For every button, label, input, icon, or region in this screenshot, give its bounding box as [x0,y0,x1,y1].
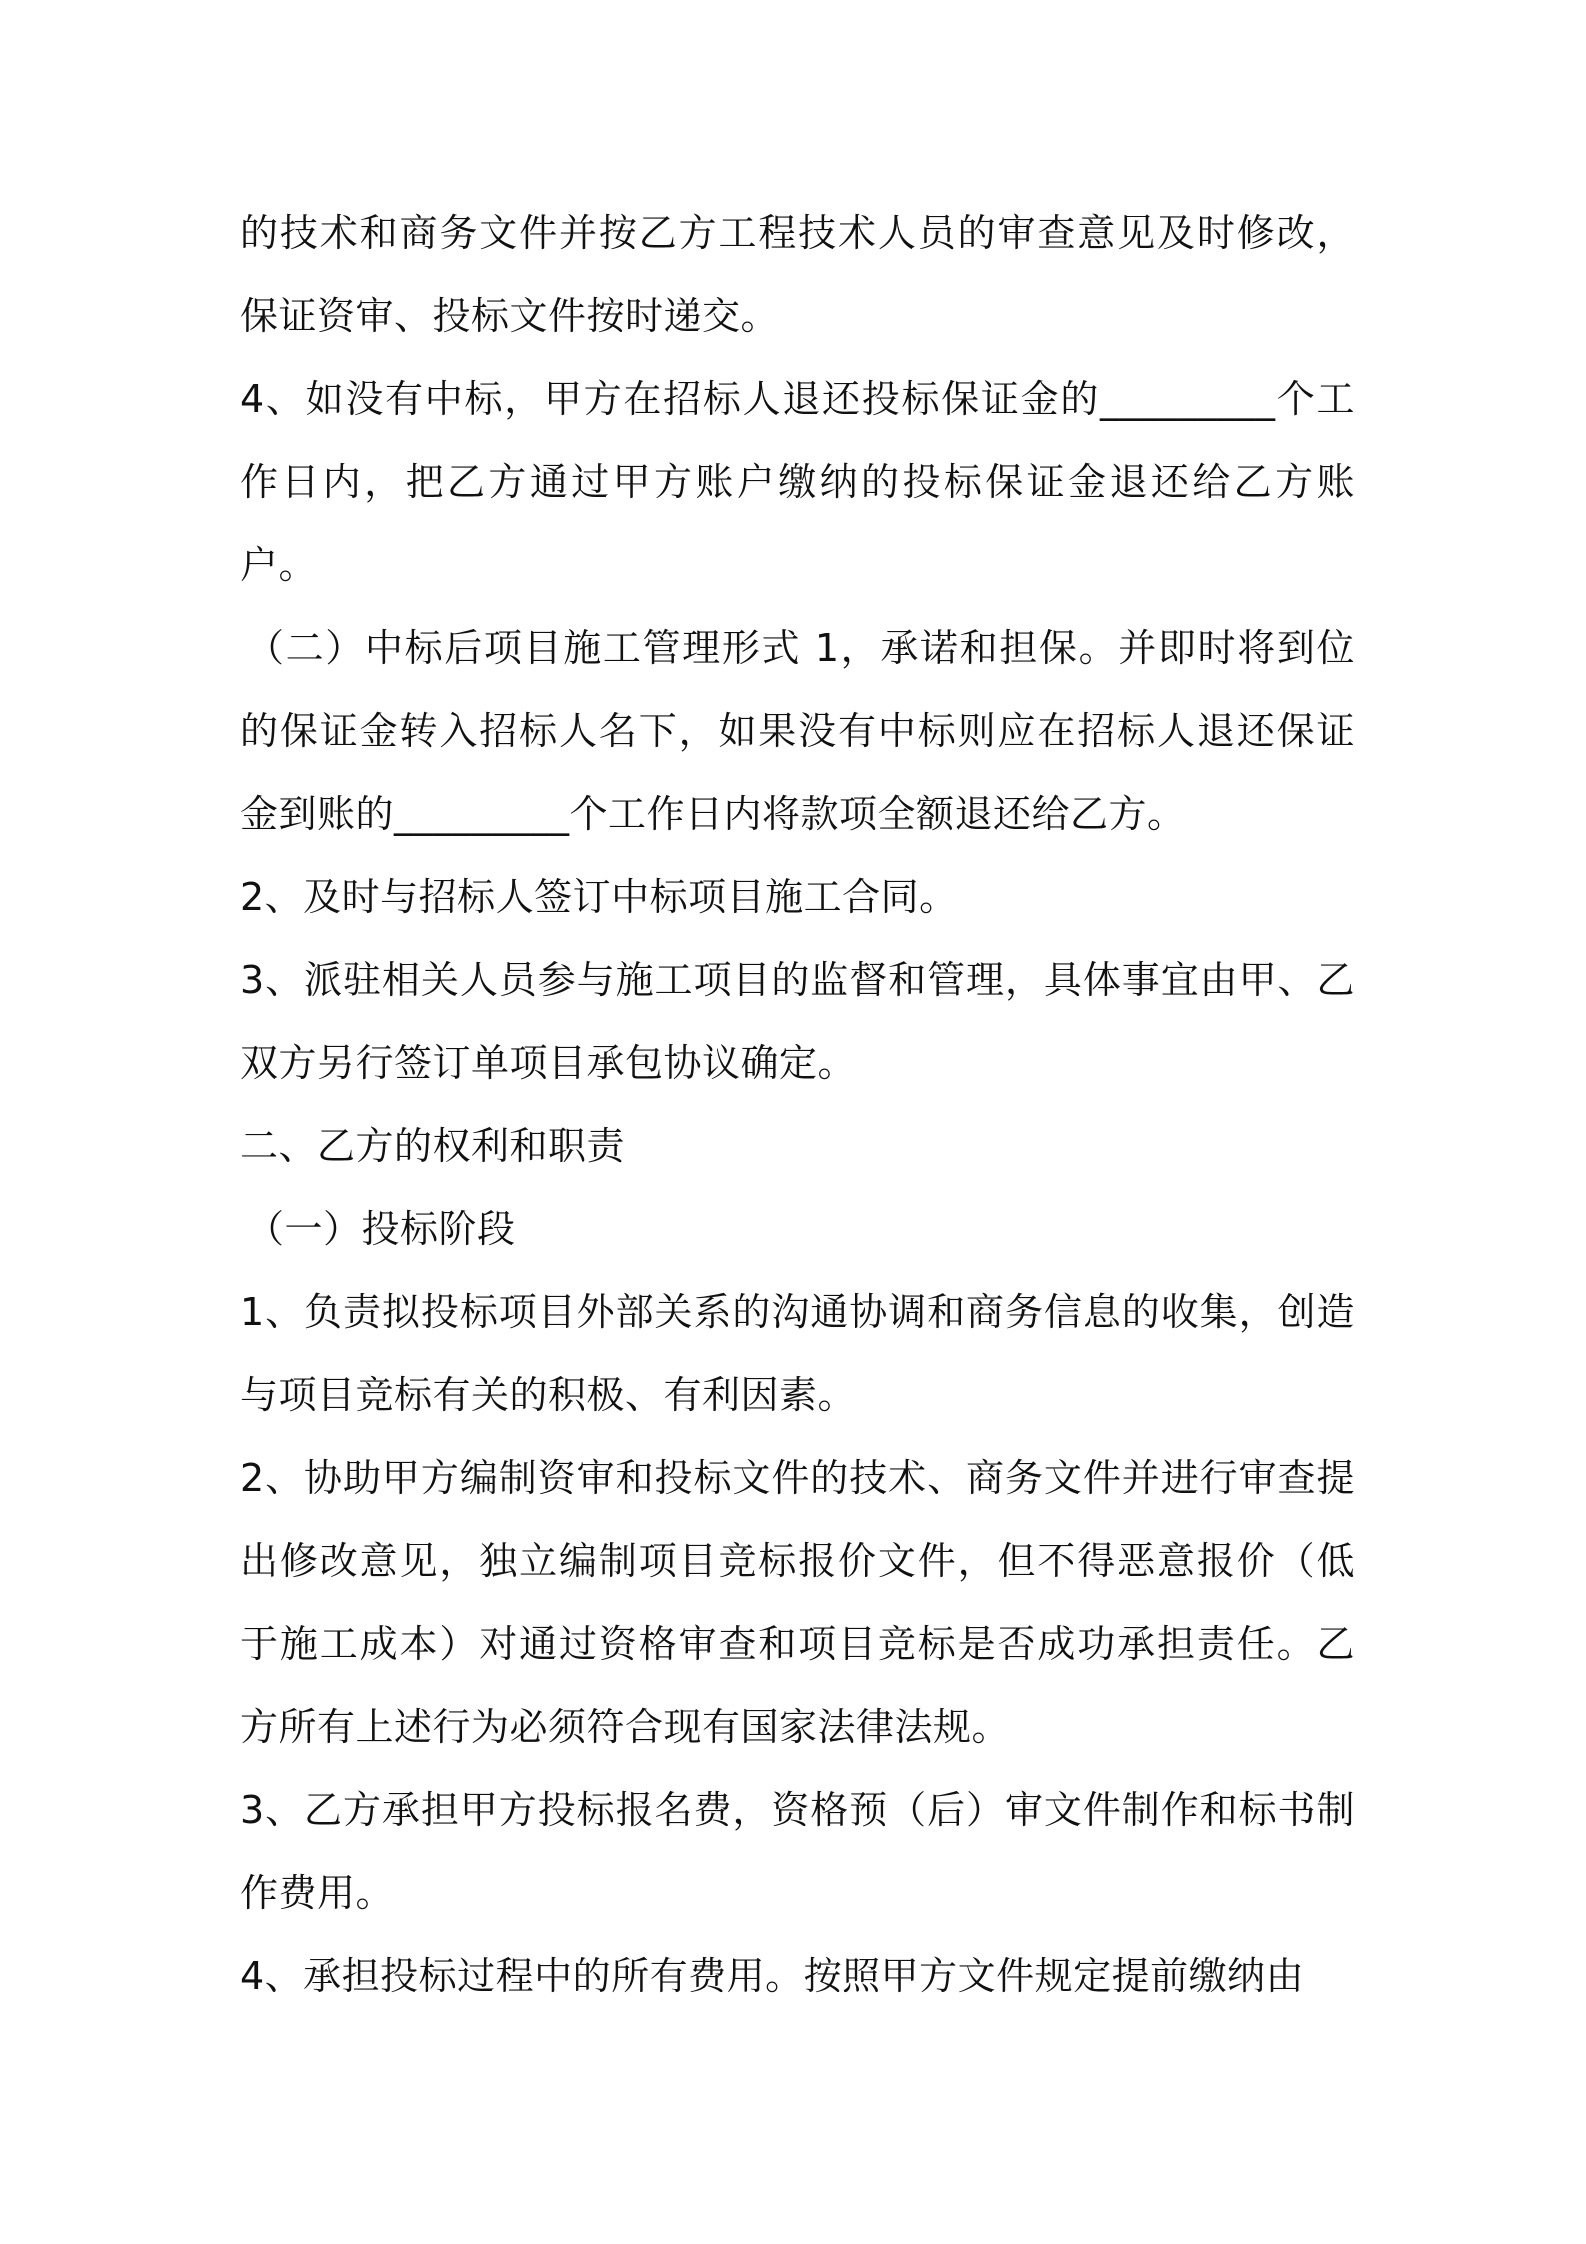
heading-bidding-stage: （一）投标阶段 [246,1207,516,1251]
paragraph-item-4-refund: 4、如没有中标，甲方在招标人退还投标保证金的_________个工作日内，把乙方通过甲方账户缴纳的投标保证金退还给乙方账户。 [240,377,1355,587]
paragraph-item-4-costs: 4、承担投标过程中的所有费用。按照甲方文件规定提前缴纳由 [240,1954,1305,1998]
heading-party-b-rights: 二、乙方的权利和职责 [240,1124,626,1168]
paragraph-section-two-management: （二）中标后项目施工管理形式 1，承诺和担保。并即时将到位的保证金转入招标人名下，如果没有中标则应在招标人退还保证金到账的_________个工作日内将款项全额退还给乙方。 [240,626,1355,836]
paragraph-item-2-documents: 2、协助甲方编制资审和投标文件的技术、商务文件并进行审查提出修改意见，独立编制项目竞标报价文件，但不得恶意报价（低于施工成本）对通过资格审查和项目竞标是否成功承担责任。乙方所有上述行为必须符合现有国家法律法规。 [240,1456,1355,1749]
paragraph-continuation: 的技术和商务文件并按乙方工程技术人员的审查意见及时修改，保证资审、投标文件按时递交。 [240,211,1355,338]
paragraph-item-1-coordination: 1、负责拟投标项目外部关系的沟通协调和商务信息的收集，创造与项目竞标有关的积极、有利因素。 [240,1290,1355,1417]
document-body [240,192,1355,2018]
paragraph-item-3-fees: 3、乙方承担甲方投标报名费，资格预（后）审文件制作和标书制作费用。 [240,1788,1355,1915]
paragraph-item-3-supervision: 3、派驻相关人员参与施工项目的监督和管理，具体事宜由甲、乙双方另行签订单项目承包协议确定。 [240,958,1355,1085]
paragraph-item-2-contract: 2、及时与招标人签订中标项目施工合同。 [240,875,958,919]
